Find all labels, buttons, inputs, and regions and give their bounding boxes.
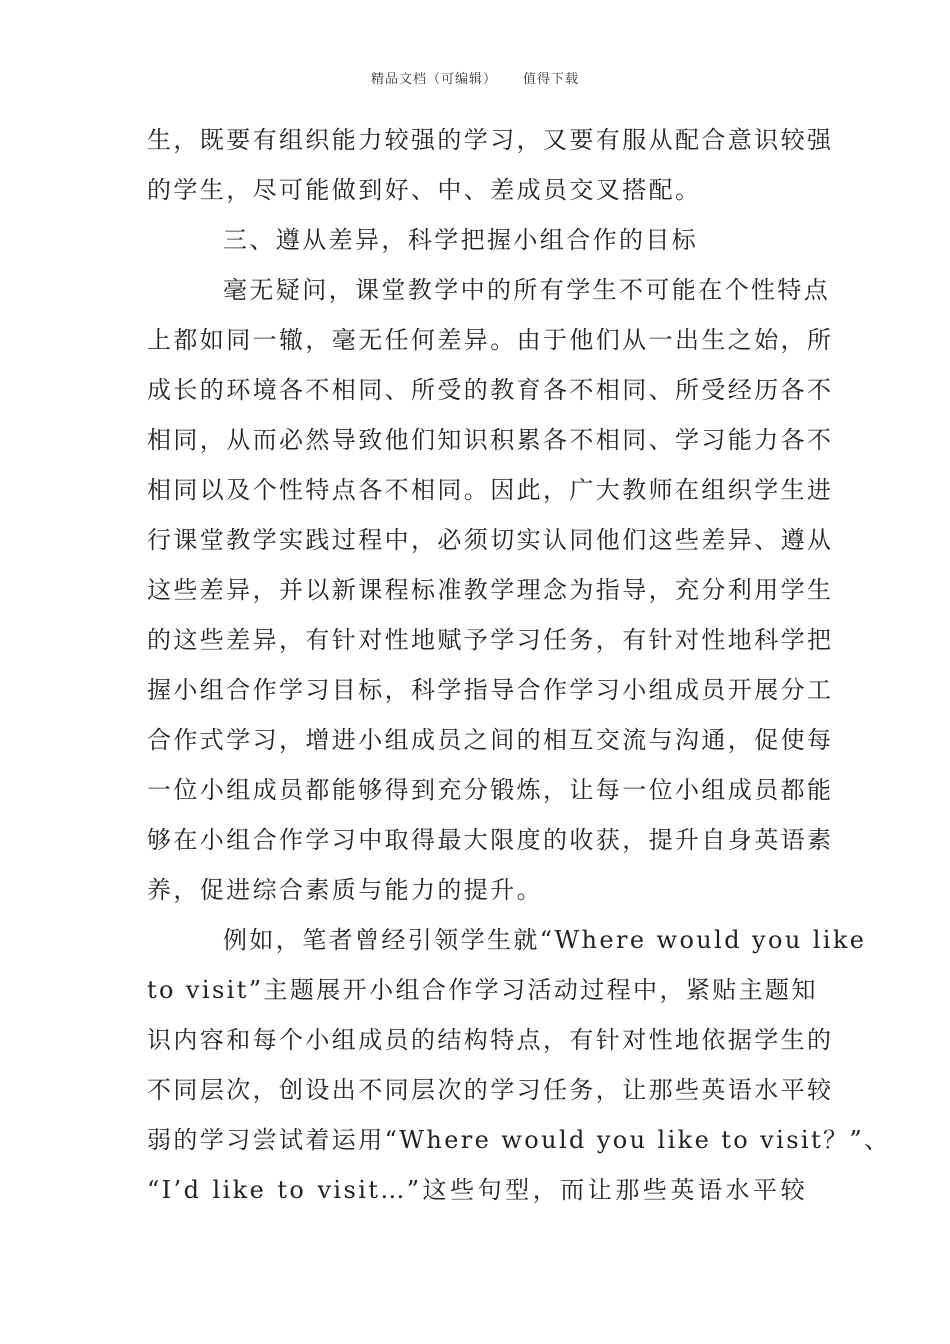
text-line: 毫无疑问，课堂教学中的所有学生不可能在个性特点 — [223, 276, 831, 304]
text-line: 相同，从而必然导致他们知识积累各不相同、学习能力各不 — [147, 426, 834, 454]
text-line: 这些差异，并以新课程标准教学理念为指导，充分利用学生 — [147, 576, 834, 604]
text-line: 不同层次，创设出不同层次的学习任务，让那些英语水平较 — [147, 1076, 834, 1104]
text-line: 的这些差异，有针对性地赋予学习任务，有针对性地科学把 — [147, 626, 834, 654]
text-line: 弱的学习尝试着运用“Where would you like to visit？”、 — [147, 1126, 891, 1154]
text-line: 相同以及个性特点各不相同。因此，广大教师在组织学生进 — [147, 476, 834, 504]
text-line: 识内容和每个小组成员的结构特点，有针对性地依据学生的 — [147, 1026, 834, 1054]
text-line: 上都如同一辙，毫无任何差异。由于他们从一出生之始，所 — [147, 326, 834, 354]
text-line: 够在小组合作学习中取得最大限度的收获，提升自身英语素 — [147, 826, 834, 854]
text-line: 行课堂教学实践过程中，必须切实认同他们这些差异、遵从 — [147, 526, 834, 554]
text-line: 例如，笔者曾经引领学生就“Where would you like — [223, 926, 867, 954]
text-line: 的学生，尽可能做到好、中、差成员交叉搭配。 — [147, 176, 702, 204]
text-line: 握小组合作学习目标，科学指导合作学习小组成员开展分工 — [147, 676, 834, 704]
header-label-worth-download: 值得下载 — [523, 72, 580, 87]
text-line: to visit”主题展开小组合作学习活动过程中，紧贴主题知 — [147, 976, 818, 1004]
document-body — [147, 115, 891, 1215]
text-line: “I’d like to visit…”这些句型，而让那些英语水平较 — [147, 1176, 807, 1204]
text-line: 合作式学习，增进小组成员之间的相互交流与沟通，促使每 — [147, 726, 834, 754]
header-label-editable-doc: 精品文档（可编辑） — [370, 72, 497, 87]
section-heading: 三、遵从差异，科学把握小组合作的目标 — [223, 226, 699, 254]
text-line: 养，促进综合素质与能力的提升。 — [147, 876, 543, 904]
text-line: 一位小组成员都能够得到充分锻炼，让每一位小组成员都能 — [147, 776, 834, 804]
text-line: 生，既要有组织能力较强的学习，又要有服从配合意识较强 — [147, 126, 834, 154]
text-line: 成长的环境各不相同、所受的教育各不相同、所受经历各不 — [147, 376, 834, 404]
page-header — [0, 68, 950, 87]
